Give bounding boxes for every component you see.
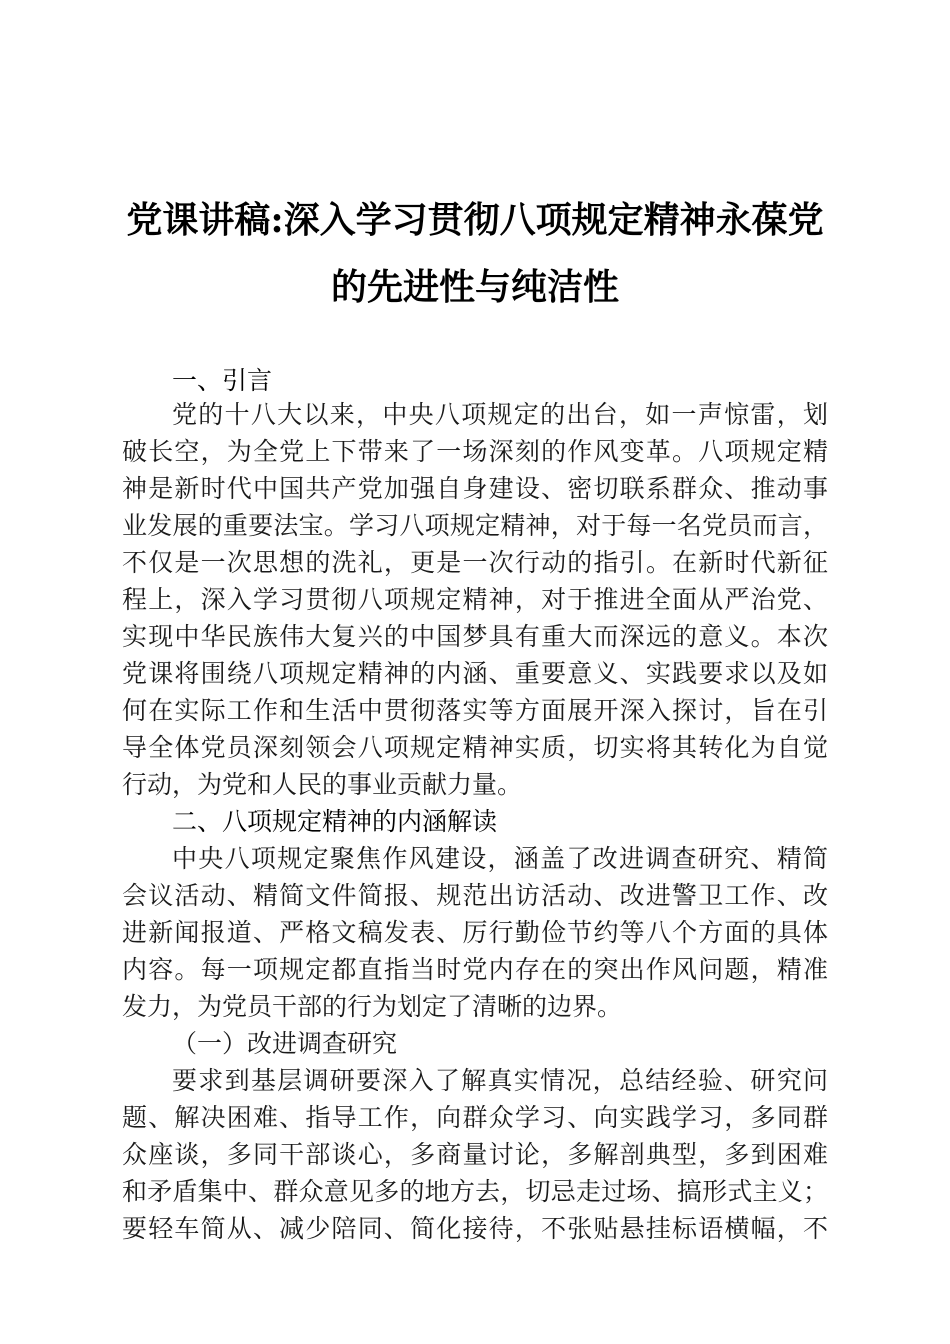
section-heading-introduction: 一、引言 [172, 366, 273, 395]
subsection-heading-research: （一）改进调查研究 [172, 1029, 398, 1058]
paragraph-line: 内容。每一项规定都直指当时党内存在的突出作风问题，精准 [122, 955, 828, 984]
section-heading-connotation: 二、八项规定精神的内涵解读 [172, 807, 498, 836]
paragraph-line: 程上，深入学习贯彻八项规定精神，对于推进全面从严治党、 [122, 585, 828, 614]
paragraph-line: 党课将围绕八项规定精神的内涵、重要意义、实践要求以及如 [122, 659, 828, 688]
paragraph-line: 不仅是一次思想的洗礼，更是一次行动的指引。在新时代新征 [122, 548, 828, 577]
paragraph-line: 发力，为党员干部的行为划定了清晰的边界。 [122, 992, 623, 1021]
paragraph-line: 和矛盾集中、群众意见多的地方去，切忌走过场、搞形式主义； [122, 1177, 828, 1206]
paragraph-line: 要求到基层调研要深入了解真实情况，总结经验、研究问 [172, 1066, 828, 1095]
paragraph-line: 破长空，为全党上下带来了一场深刻的作风变革。八项规定精 [122, 437, 828, 466]
paragraph-line: 实现中华民族伟大复兴的中国梦具有重大而深远的意义。本次 [122, 622, 828, 651]
paragraph-line: 业发展的重要法宝。学习八项规定精神，对于每一名党员而言， [122, 511, 828, 540]
paragraph-line: 何在实际工作和生活中贯彻落实等方面展开深入探讨，旨在引 [122, 696, 828, 725]
paragraph-line: 行动，为党和人民的事业贡献力量。 [122, 770, 523, 799]
paragraph-line: 众座谈，多同干部谈心，多商量讨论，多解剖典型，多到困难 [122, 1140, 828, 1169]
paragraph-line: 党的十八大以来，中央八项规定的出台，如一声惊雷，划 [172, 400, 828, 429]
paragraph-line: 题、解决困难、指导工作，向群众学习、向实践学习，多同群 [122, 1103, 828, 1132]
paragraph-line: 导全体党员深刻领会八项规定精神实质，切实将其转化为自觉 [122, 733, 828, 762]
paragraph-line: 神是新时代中国共产党加强自身建设、密切联系群众、推动事 [122, 474, 828, 503]
document-title-line-1: 党课讲稿:深入学习贯彻八项规定精神永葆党 [126, 199, 824, 241]
paragraph-line: 要轻车简从、减少陪同、简化接待，不张贴悬挂标语横幅，不 [122, 1214, 828, 1243]
paragraph-line: 进新闻报道、严格文稿发表、厉行勤俭节约等八个方面的具体 [122, 918, 828, 947]
paragraph-line: 中央八项规定聚焦作风建设，涵盖了改进调查研究、精简 [172, 844, 828, 873]
document-title-line-2: 的先进性与纯洁性 [330, 266, 619, 308]
paragraph-line: 会议活动、精简文件简报、规范出访活动、改进警卫工作、改 [122, 881, 828, 910]
